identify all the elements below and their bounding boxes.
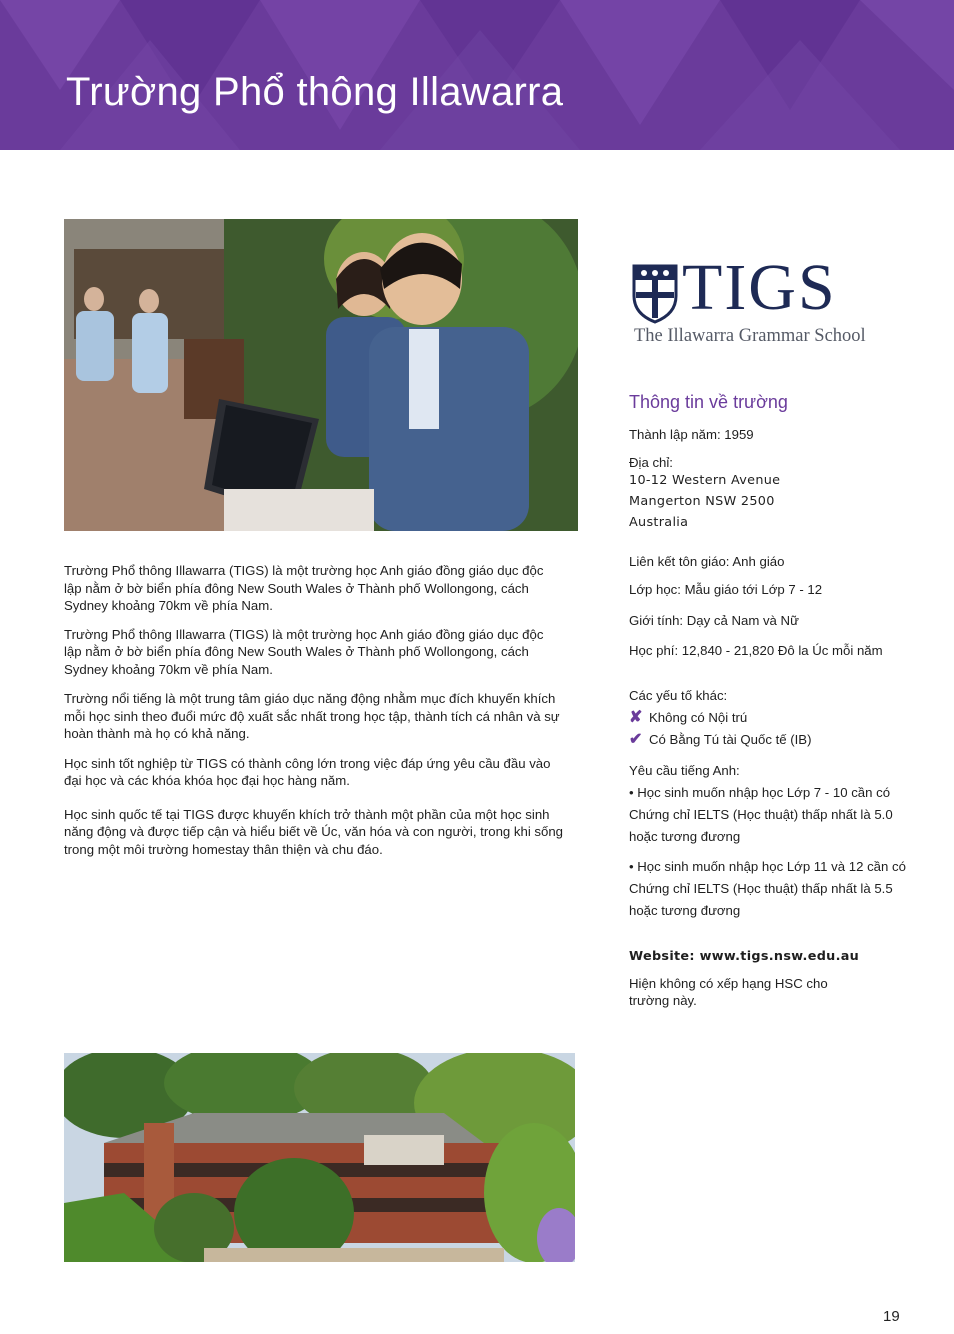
website-link[interactable]: Website: www.tigs.nsw.edu.au	[629, 949, 860, 964]
school-description	[64, 562, 564, 858]
factor-ib	[629, 729, 929, 749]
factor-text: Có Bằng Tú tài Quốc tế (IB)	[649, 731, 812, 747]
gender-info: Giới tính: Dạy cả Nam và Nữ	[629, 613, 799, 628]
address-line: Mangerton NSW 2500	[629, 494, 775, 509]
page-title: Trường Phổ thông Illawarra	[66, 70, 564, 114]
logo-wordmark: TIGS	[682, 251, 837, 324]
description-paragraph: Trường Phổ thông Illawarra (TIGS) là một trường học Anh giáo đồng giáo dục độc lập nằm ở bờ biển phía đông New South Wales ở Thành phố Wollongong, cách Sydney khoảng 70km về phía Nam.	[64, 563, 544, 613]
description-paragraph: Trường nổi tiếng là một trung tâm giáo dục năng động nhằm mục đích khuyến khích mỗi học sinh theo đuổi mức độ xuất sắc nhất trong học tập, thành tích cá nhân và sự hoàn thành mà họ có khả năng.	[64, 691, 560, 741]
address-line: 10-12 Western Avenue	[629, 473, 781, 488]
header-banner	[0, 0, 954, 150]
tigs-logo	[630, 251, 870, 353]
address-block	[629, 470, 929, 533]
address-label: Địa chỉ:	[629, 455, 673, 470]
description-paragraph: Học sinh quốc tế tại TIGS được khuyến khích trở thành một phần của một học sinh năng động và được tiếp cận và hiểu biết về Úc, văn hóa và con người, trong khi sống trong một môi trường homestay thân thiện và chu đáo.	[64, 806, 564, 857]
other-factors-label: Các yếu tố khác:	[629, 688, 728, 703]
description-paragraph: Học sinh tốt nghiệp từ TIGS có thành công lớn trong việc đáp ứng yêu cầu đầu vào đại học và các khóa khóa học đại học hàng năm.	[64, 755, 551, 788]
description-paragraph: Trường Phổ thông Illawarra (TIGS) là một trường học Anh giáo đồng giáo dục độc lập nằm ở bờ biển phía đông New South Wales ở Thành phố Wollongong, cách Sydney khoảng 70km về phía Nam.	[64, 626, 544, 677]
address-line: Australia	[629, 515, 689, 530]
school-crest-icon	[630, 262, 680, 324]
students-with-laptop-photo	[64, 219, 578, 531]
english-requirements-label: Yêu cầu tiếng Anh:	[629, 763, 740, 778]
school-building-campus-photo	[64, 1053, 575, 1262]
logo-school-name: The Illawarra Grammar School	[634, 326, 866, 346]
page-number: 19	[883, 1308, 900, 1325]
school-info-heading: Thông tin về trường	[629, 392, 788, 412]
tuition-info: Học phí: 12,840 - 21,820 Đô la Úc mỗi năm	[629, 643, 883, 658]
cross-icon: ✘	[629, 709, 643, 726]
founded-year: Thành lập năm: 1959	[629, 427, 754, 442]
factor-no-boarding	[629, 707, 929, 727]
english-requirement-item: • Học sinh muốn nhập học Lớp 7 - 10 cần có Chứng chỉ IELTS (Học thuật) thấp nhất là 5.0 hoặc tương đương	[629, 785, 893, 844]
grades-info: Lớp học: Mẫu giáo tới Lớp 7 - 12	[629, 582, 823, 597]
religion-info: Liên kết tôn giáo: Anh giáo	[629, 554, 785, 569]
hsc-note: Hiện không có xếp hạng HSC cho trường này.	[629, 976, 828, 1008]
check-icon: ✔	[629, 731, 643, 748]
english-requirement-item: • Học sinh muốn nhập học Lớp 11 và 12 cần có Chứng chỉ IELTS (Học thuật) thấp nhất là 5.5 hoặc tương đương	[629, 859, 906, 918]
factor-text: Không có Nội trú	[649, 709, 748, 725]
